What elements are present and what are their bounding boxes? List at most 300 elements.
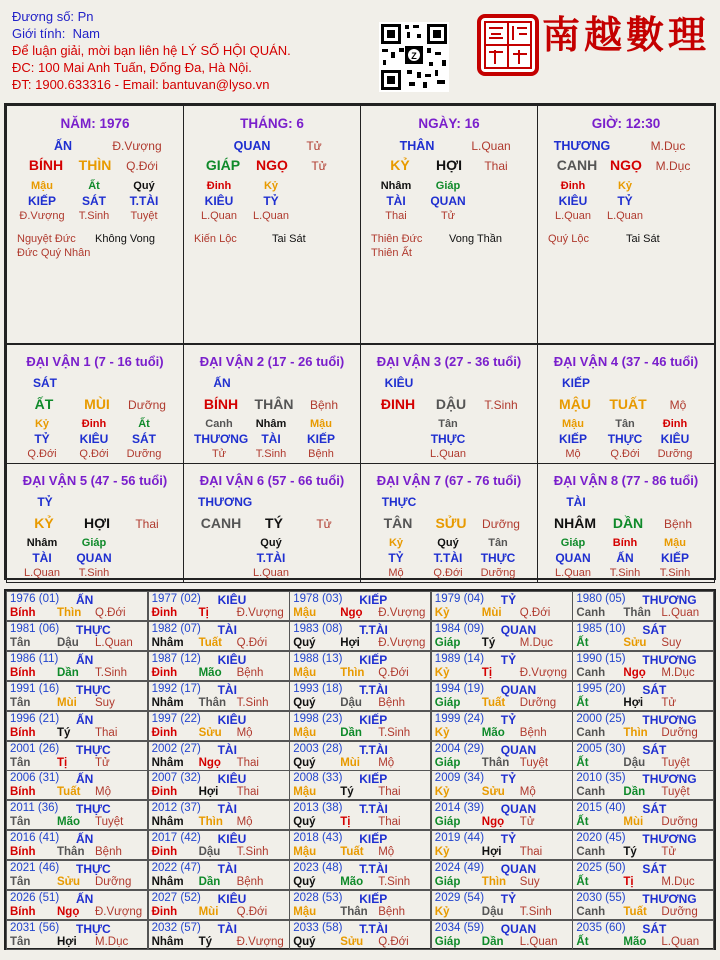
hidden-status: T.Sinh <box>659 567 691 579</box>
hidden-status: L.Quan <box>252 210 290 222</box>
year-branch: Thân <box>340 906 368 918</box>
year-status: Suy <box>95 696 115 709</box>
year-age: 2025 (50) <box>576 862 626 875</box>
earthly-branch: THÌN <box>78 157 112 173</box>
star: Thiên Đức <box>371 233 423 245</box>
year-cell[interactable] <box>6 800 148 830</box>
year-age: 1980 (05) <box>576 593 626 605</box>
year-age: 2024 (49) <box>434 862 485 875</box>
year-cell[interactable] <box>431 621 573 651</box>
dai-van-title: ĐẠI VẬN 5 (47 - 56 tuổi) <box>22 473 168 488</box>
year-status: T.Sinh <box>236 696 269 709</box>
hidden-status: Mộ <box>388 567 404 579</box>
year-status: Tử <box>95 756 110 769</box>
year-ten-god: THƯƠNG <box>642 772 697 787</box>
year-cell[interactable] <box>289 741 431 771</box>
year-status: Tử <box>661 846 677 859</box>
year-status: Thai <box>95 726 118 739</box>
hidden-ten-god: SÁT <box>132 432 156 446</box>
branch-status: Thai <box>135 517 159 531</box>
year-status: Đ.Vượng <box>378 636 426 649</box>
year-status: Bệnh <box>378 906 406 918</box>
year-status: Dưỡng <box>95 876 132 889</box>
year-stem: Giáp <box>434 935 461 948</box>
year-branch: Dậu <box>198 846 221 859</box>
year-age: 2030 (55) <box>576 892 626 904</box>
hidden-status: L.Quan <box>200 210 238 222</box>
year-cell[interactable] <box>431 651 573 681</box>
year-age: 1996 (21) <box>10 712 60 725</box>
year-cell[interactable] <box>148 621 290 651</box>
year-status: L.Quan <box>661 607 700 619</box>
year-branch: Hợi <box>198 786 219 799</box>
year-ten-god: KIÊU <box>217 712 247 727</box>
year-ten-god: THỰC <box>76 682 111 697</box>
year-cell[interactable] <box>148 770 290 800</box>
year-branch: Dần <box>623 786 646 799</box>
gender-label: Giới tính: <box>12 26 66 41</box>
earthly-branch: DẬU <box>435 396 467 412</box>
pillar-title: NGÀY: 16 <box>418 116 480 131</box>
star: Thiên Ất <box>371 247 412 259</box>
year-age: 1997 (22) <box>151 712 201 725</box>
hidden-ten-god: T.TÀI <box>256 551 286 565</box>
year-stem: Mậu <box>293 786 317 799</box>
year-stem: Đinh <box>151 906 178 918</box>
year-stem: Kỷ <box>434 846 450 859</box>
year-stem: Quý <box>293 816 316 829</box>
year-age: 1988 (13) <box>293 652 343 665</box>
year-ten-god: TỶ <box>500 712 517 727</box>
year-stem: Bính <box>10 846 36 859</box>
year-cell[interactable] <box>6 591 148 621</box>
year-cell[interactable] <box>572 621 714 651</box>
year-branch: Thìn <box>481 876 507 889</box>
year-cell[interactable] <box>6 770 148 800</box>
qr-code-icon[interactable] <box>379 22 449 92</box>
year-age: 2002 (27) <box>151 742 201 755</box>
year-ten-god: KIÊU <box>217 772 247 787</box>
year-stem: Tân <box>10 876 31 889</box>
hidden-ten-god: TÀI <box>261 432 281 446</box>
year-status: Thai <box>519 846 543 859</box>
year-age: 1977 (02) <box>151 593 201 605</box>
year-cell[interactable] <box>148 860 290 890</box>
year-age: 2021 (46) <box>10 862 60 875</box>
year-status: M.Dục <box>519 636 554 649</box>
year-stem: Quý <box>293 636 316 649</box>
year-status: Thai <box>236 756 259 769</box>
year-cell[interactable] <box>289 770 431 800</box>
dai-van-title: ĐẠI VẬN 1 (7 - 16 tuổi) <box>26 354 164 369</box>
earthly-branch: THÂN <box>254 396 294 412</box>
year-cell[interactable] <box>572 920 714 950</box>
year-branch: Thìn <box>198 816 223 829</box>
year-age: 2004 (29) <box>434 742 485 755</box>
year-branch: Sửu <box>481 786 505 799</box>
year-branch: Tuất <box>198 636 223 649</box>
year-status: Thai <box>378 786 401 799</box>
year-ten-god: QUAN <box>500 862 537 877</box>
hidden-ten-god: KIẾP <box>558 432 587 446</box>
year-ten-god: SÁT <box>642 682 667 697</box>
year-age: 1984 (09) <box>434 622 485 635</box>
year-cell[interactable] <box>6 681 148 711</box>
branch-status: Thai <box>484 159 508 173</box>
year-branch: Mão <box>198 666 222 679</box>
year-status: Q.Đới <box>519 607 551 619</box>
year-status: Mộ <box>95 786 111 799</box>
year-cell[interactable] <box>289 920 431 950</box>
year-status: T.Sinh <box>519 906 552 918</box>
year-stem: Mậu <box>293 906 317 918</box>
year-status: Tuyệt <box>95 816 124 829</box>
year-cell[interactable] <box>6 830 148 860</box>
year-branch: Tý <box>198 935 213 948</box>
year-cell[interactable] <box>148 651 290 681</box>
year-age: 1979 (04) <box>434 593 485 605</box>
year-ten-god: TÀI <box>217 742 237 757</box>
heavenly-stem: ĐINH <box>380 396 416 412</box>
year-cell[interactable] <box>431 711 573 741</box>
year-stem: Canh <box>576 607 606 619</box>
year-ten-god: QUAN <box>500 622 537 637</box>
year-branch: Tị <box>340 816 351 829</box>
year-ten-god: SÁT <box>642 921 667 936</box>
year-cell[interactable] <box>289 800 431 830</box>
year-status: Dưỡng <box>661 816 698 829</box>
year-age: 2017 (42) <box>151 832 201 845</box>
year-stem: Mậu <box>293 666 317 679</box>
year-cell[interactable] <box>289 711 431 741</box>
year-cell[interactable] <box>289 591 431 621</box>
dai-van-cell <box>537 463 715 583</box>
year-stem: Nhâm <box>151 696 184 709</box>
year-stem: Quý <box>293 756 316 769</box>
heavenly-stem: ẤT <box>34 396 54 412</box>
year-ten-god: THỰC <box>76 802 111 817</box>
hidden-stem: Nhâm <box>255 418 287 430</box>
year-cell[interactable] <box>431 920 573 950</box>
year-stem: Giáp <box>434 816 461 829</box>
hidden-stem: Đinh <box>206 180 232 192</box>
year-cell[interactable] <box>289 830 431 860</box>
heavenly-stem: BÍNH <box>28 157 64 173</box>
year-status: Q.Đới <box>236 906 268 918</box>
hidden-stem: Canh <box>205 418 233 430</box>
ten-god: ẤN <box>213 376 231 390</box>
star: Tai Sát <box>272 233 306 245</box>
year-ten-god: ẤN <box>76 593 94 607</box>
hidden-ten-god: KIÊU <box>204 194 234 208</box>
year-cell[interactable] <box>572 860 714 890</box>
hidden-status: Tử <box>440 210 456 222</box>
hidden-status: L.Quan <box>554 210 592 222</box>
dai-van-title: ĐẠI VẬN 7 (67 - 76 tuổi) <box>376 473 522 488</box>
year-branch: Tuất <box>623 906 647 918</box>
year-age: 2016 (41) <box>10 832 60 845</box>
hidden-stem: Mậu <box>31 180 53 192</box>
year-cell[interactable] <box>572 711 714 741</box>
chart-grid <box>4 103 716 580</box>
year-ten-god: SÁT <box>642 742 667 757</box>
year-stem: Đinh <box>151 666 178 679</box>
hidden-ten-god: QUAN <box>76 551 112 565</box>
heavenly-stem: GIÁP <box>205 157 241 173</box>
year-status: Đ.Vượng <box>519 666 567 679</box>
year-cell[interactable] <box>6 860 148 890</box>
year-cell[interactable] <box>431 591 573 621</box>
year-age: 1999 (24) <box>434 712 485 725</box>
year-cell[interactable] <box>431 860 573 890</box>
hidden-status: Q.Đới <box>610 448 640 460</box>
year-branch: Ngọ <box>57 906 80 918</box>
earthly-branch: DẦN <box>612 515 644 531</box>
year-status: Mộ <box>236 726 253 739</box>
year-ten-god: TỶ <box>500 772 517 787</box>
year-status: T.Sinh <box>95 666 127 679</box>
year-ten-god: TÀI <box>217 622 237 637</box>
hidden-ten-god: TỶ <box>388 551 404 565</box>
heavenly-stem: NHÂM <box>554 515 596 531</box>
year-branch: Tuất <box>340 846 364 859</box>
year-status: M.Dục <box>661 666 695 679</box>
year-stem: Kỷ <box>434 786 450 799</box>
year-stem: Giáp <box>434 636 461 649</box>
hidden-status: Tử <box>211 448 227 460</box>
year-branch: Tị <box>198 607 209 619</box>
star: Tai Sát <box>626 233 660 245</box>
year-cell[interactable] <box>148 890 290 920</box>
year-cell[interactable] <box>148 920 290 950</box>
year-branch: Hợi <box>481 846 502 859</box>
ten-god: THÂN <box>399 139 435 153</box>
year-status: Q.Đới <box>378 935 409 948</box>
year-cell[interactable] <box>6 651 148 681</box>
year-branch: Thìn <box>57 607 82 619</box>
dai-van-cell <box>183 463 361 583</box>
year-stem: Đinh <box>151 846 178 859</box>
year-cell[interactable] <box>289 681 431 711</box>
branch-status: Mộ <box>669 398 687 412</box>
year-age: 1983 (08) <box>293 622 343 635</box>
year-stem: Nhâm <box>151 876 184 889</box>
year-ten-god: THỰC <box>76 921 111 936</box>
year-status: Dưỡng <box>519 696 557 709</box>
dai-van-cell <box>183 344 361 464</box>
branch-status: Tử <box>311 159 327 173</box>
phone-email[interactable]: ĐT: 1900.633316 - Email: bantuvan@lyso.vn <box>12 77 270 92</box>
year-cell[interactable] <box>289 651 431 681</box>
year-cell[interactable] <box>289 890 431 920</box>
year-cell[interactable] <box>572 770 714 800</box>
hidden-status: Thai <box>385 210 407 222</box>
year-branch: Thân <box>57 846 85 859</box>
year-branch: Dần <box>481 935 504 948</box>
year-age: 1987 (12) <box>151 652 201 665</box>
year-ten-god: THƯƠNG <box>642 892 697 906</box>
hidden-status: Mộ <box>565 448 581 460</box>
hidden-status: T.Sinh <box>609 567 641 579</box>
year-cell[interactable] <box>148 681 290 711</box>
year-age: 2008 (33) <box>293 772 343 785</box>
year-cell[interactable] <box>431 681 573 711</box>
ten-god: THỰC <box>381 495 417 509</box>
year-stem: Mậu <box>293 607 317 619</box>
hidden-status: Q.Đới <box>27 448 57 460</box>
year-branch: Mùi <box>57 696 77 709</box>
hidden-stem: Kỷ <box>388 537 404 549</box>
year-stem: Kỷ <box>434 666 450 679</box>
year-ten-god: THƯƠNG <box>642 832 697 847</box>
year-branch: Mão <box>57 816 80 829</box>
year-branch: Ngọ <box>340 607 363 619</box>
year-branch: Tuất <box>481 696 506 709</box>
year-ten-god: TÀI <box>217 862 237 877</box>
earthly-branch: MÙI <box>84 396 110 412</box>
branch-status: Dưỡng <box>128 398 166 412</box>
hidden-stem: Nhâm <box>26 537 58 549</box>
year-stem: Canh <box>576 846 606 859</box>
year-age: 2023 (48) <box>293 862 343 875</box>
year-stem: Ất <box>576 876 589 889</box>
hidden-status: Dưỡng <box>126 448 162 460</box>
hidden-stem: Giáp <box>435 180 461 192</box>
year-ten-god: T.TÀI <box>359 682 388 697</box>
year-cell[interactable] <box>431 890 573 920</box>
year-status: Thai <box>378 816 401 829</box>
year-cell[interactable] <box>148 711 290 741</box>
year-age: 2022 (47) <box>151 862 201 875</box>
year-age: 2006 (31) <box>10 772 60 785</box>
year-cell[interactable] <box>431 800 573 830</box>
year-cell[interactable] <box>431 741 573 771</box>
year-stem: Tân <box>10 696 31 709</box>
dai-van-title: ĐẠI VẬN 3 (27 - 36 tuổi) <box>376 354 522 369</box>
year-status: Tử <box>519 816 535 829</box>
year-status: T.Sinh <box>378 726 411 739</box>
hidden-ten-god: KIÊU <box>558 194 588 208</box>
hidden-status: Q.Đới <box>433 567 463 579</box>
year-status: Mộ <box>519 786 536 799</box>
dai-van-cell <box>360 344 538 464</box>
year-ten-god: ẤN <box>76 772 94 787</box>
year-age: 2033 (58) <box>293 921 343 934</box>
year-ten-god: THƯƠNG <box>642 652 697 667</box>
year-status: L.Quan <box>95 636 133 649</box>
year-status: Bệnh <box>519 726 547 739</box>
owner-name: Đương số: Pn <box>12 9 94 24</box>
year-branch: Dần <box>340 726 362 739</box>
hidden-ten-god: TỶ <box>617 194 633 208</box>
year-age: 1990 (15) <box>576 652 626 665</box>
year-status: T.Sinh <box>236 846 269 859</box>
hidden-ten-god: KIẾP <box>660 551 689 565</box>
dai-van-cell <box>6 463 184 583</box>
year-cell[interactable] <box>6 621 148 651</box>
year-stem: Giáp <box>434 756 461 769</box>
year-branch: Tị <box>481 666 493 679</box>
earthly-branch: NGỌ <box>256 157 288 173</box>
year-stem: Tân <box>10 935 31 948</box>
year-branch: Thân <box>623 607 651 619</box>
hidden-ten-god: THỰC <box>430 432 466 446</box>
year-ten-god: THƯƠNG <box>642 593 697 607</box>
year-branch: Hợi <box>623 696 644 709</box>
ten-god: KIÊU <box>384 376 414 390</box>
year-ten-god: KIẾP <box>359 593 388 607</box>
heavenly-stem: KỶ <box>390 157 410 173</box>
year-status: Suy <box>519 876 540 889</box>
hidden-ten-god: KIÊU <box>660 432 690 446</box>
year-cell[interactable] <box>6 711 148 741</box>
year-cell[interactable] <box>6 920 148 950</box>
year-status: T.Sinh <box>378 876 411 889</box>
ten-god: TỶ <box>37 495 53 509</box>
earthly-branch: TÝ <box>265 515 283 531</box>
year-cell[interactable] <box>572 741 714 771</box>
year-branch: Hợi <box>57 935 77 948</box>
year-status: Bệnh <box>236 666 264 679</box>
year-cell[interactable] <box>572 830 714 860</box>
branch-status: Tử <box>316 517 332 531</box>
year-branch: Tý <box>57 726 71 739</box>
year-branch: Dậu <box>481 906 504 918</box>
year-branch: Mão <box>340 876 364 889</box>
year-status: Mộ <box>378 756 395 769</box>
year-branch: Sửu <box>198 726 222 739</box>
year-cell[interactable] <box>572 591 714 621</box>
year-status: M.Dục <box>95 935 129 948</box>
year-status: L.Quan <box>661 935 700 948</box>
hidden-ten-god: KIÊU <box>79 432 109 446</box>
year-branch: Sửu <box>623 636 647 649</box>
year-cell[interactable] <box>148 741 290 771</box>
year-ten-god: T.TÀI <box>359 802 388 817</box>
year-cell[interactable] <box>6 890 148 920</box>
year-stem: Quý <box>293 935 316 948</box>
year-ten-god: T.TÀI <box>359 921 388 936</box>
year-stem: Giáp <box>434 696 461 709</box>
hidden-stem: Tân <box>438 418 458 430</box>
earthly-branch: SỬU <box>435 515 467 531</box>
year-age: 2012 (37) <box>151 802 201 815</box>
year-cell[interactable] <box>148 800 290 830</box>
year-cell[interactable] <box>148 830 290 860</box>
year-stem: Canh <box>576 666 606 679</box>
year-cell[interactable] <box>289 621 431 651</box>
year-cell[interactable] <box>431 770 573 800</box>
year-status: L.Quan <box>519 935 558 948</box>
earthly-branch: HỢI <box>436 157 462 173</box>
year-ten-god: QUAN <box>500 921 537 936</box>
year-cell[interactable] <box>572 651 714 681</box>
year-stem: Bính <box>10 786 36 799</box>
year-cell[interactable] <box>431 830 573 860</box>
year-cell[interactable] <box>289 860 431 890</box>
year-status: Mộ <box>236 816 253 829</box>
earthly-branch: NGỌ <box>610 157 642 173</box>
hidden-stem: Kỷ <box>34 418 50 430</box>
year-branch: Thìn <box>623 726 648 739</box>
year-cell[interactable] <box>572 890 714 920</box>
year-status: Bệnh <box>236 876 264 889</box>
year-cell[interactable] <box>6 741 148 771</box>
year-cell[interactable] <box>572 800 714 830</box>
year-cell[interactable] <box>148 591 290 621</box>
year-ten-god: TÀI <box>217 921 237 936</box>
year-cell[interactable] <box>572 681 714 711</box>
